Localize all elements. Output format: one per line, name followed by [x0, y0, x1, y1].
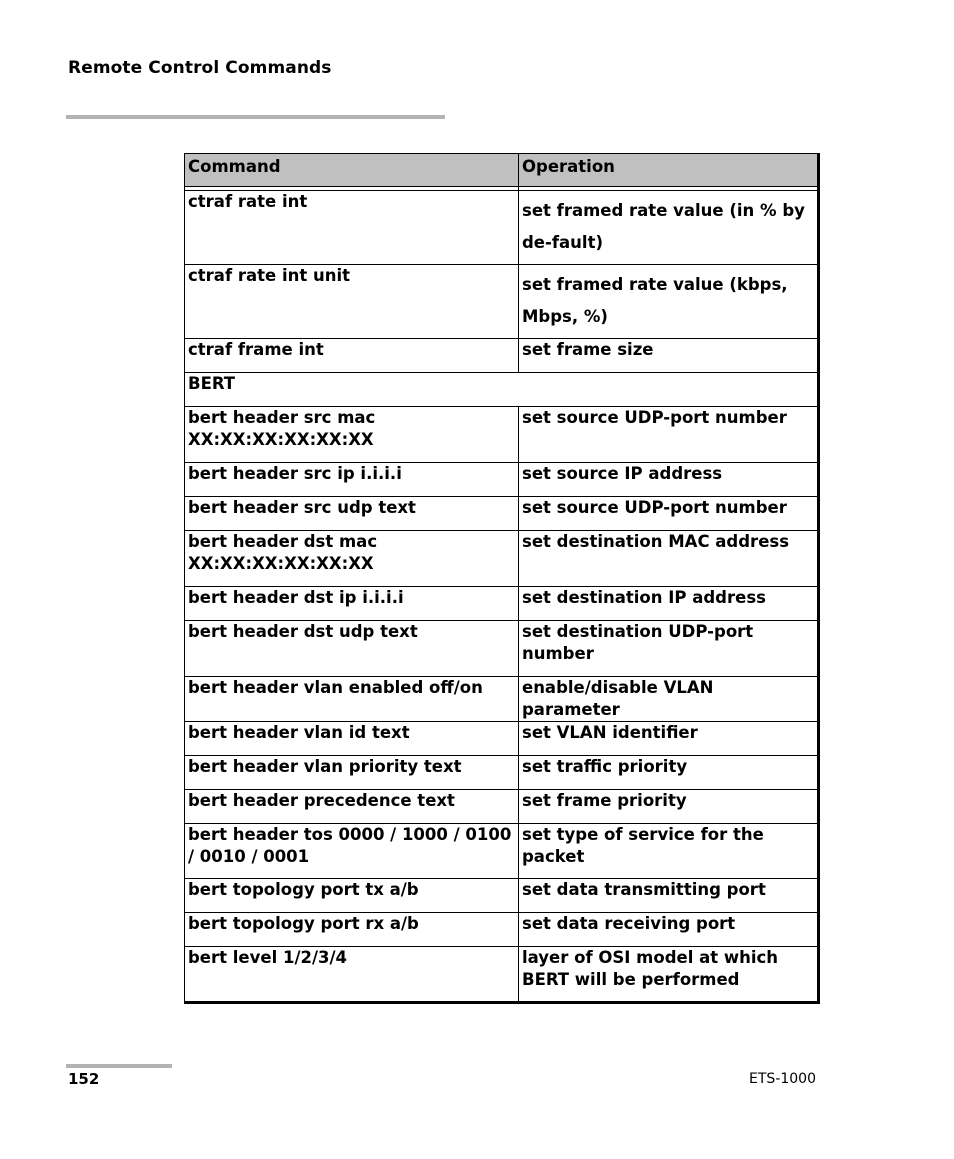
table-row: [185, 756, 819, 790]
command-cell: bert topology port tx a/b: [185, 879, 519, 913]
command-cell: bert header vlan id text: [185, 722, 519, 756]
table-row: [185, 722, 819, 756]
table-row: [185, 587, 819, 621]
commands-table: [184, 153, 820, 1004]
command-cell: bert topology port rx a/b: [185, 913, 519, 947]
operation-cell: set frame priority: [519, 790, 819, 824]
operation-cell: set data receiving port: [519, 913, 819, 947]
section-label: BERT: [185, 373, 819, 407]
operation-cell: set destination UDP-port number: [519, 621, 819, 677]
table-row: [185, 621, 819, 677]
operation-cell: set framed rate value (kbps, Mbps, %): [519, 265, 819, 339]
command-cell: bert header dst udp text: [185, 621, 519, 677]
header-divider: [66, 115, 445, 119]
operation-cell: enable/disable VLAN parameter: [519, 677, 819, 722]
page-number: 152: [68, 1070, 100, 1088]
operation-cell: set traffic priority: [519, 756, 819, 790]
table-row: [185, 463, 819, 497]
operation-cell: set source IP address: [519, 463, 819, 497]
command-cell: bert header src mac XX:XX:XX:XX:XX:XX: [185, 407, 519, 463]
operation-cell: set destination IP address: [519, 587, 819, 621]
operation-cell: set type of service for the packet: [519, 824, 819, 879]
column-header-command: Command: [185, 154, 519, 187]
table-row: [185, 191, 819, 265]
command-cell: bert header vlan priority text: [185, 756, 519, 790]
page-header-title: Remote Control Commands: [68, 58, 332, 78]
section-row: [185, 373, 819, 407]
table-row: [185, 407, 819, 463]
operation-cell: set data transmitting port: [519, 879, 819, 913]
command-cell: bert header tos 0000 / 1000 / 0100 / 0010 / 0001: [185, 824, 519, 879]
operation-cell: set framed rate value (in % by de-fault): [519, 191, 819, 265]
table-row: [185, 265, 819, 339]
operation-cell: set VLAN identifier: [519, 722, 819, 756]
operation-cell: set destination MAC address: [519, 531, 819, 587]
command-cell: ctraf rate int unit: [185, 265, 519, 339]
table-row: [185, 531, 819, 587]
command-cell: bert header precedence text: [185, 790, 519, 824]
table-row: [185, 677, 819, 722]
table-row: [185, 913, 819, 947]
table-row: [185, 879, 819, 913]
operation-cell: set source UDP-port number: [519, 497, 819, 531]
table-row: [185, 339, 819, 373]
command-cell: ctraf rate int: [185, 191, 519, 265]
command-cell: bert header src ip i.i.i.i: [185, 463, 519, 497]
table-row: [185, 824, 819, 879]
column-header-operation: Operation: [519, 154, 819, 187]
command-cell: bert level 1/2/3/4: [185, 947, 519, 1003]
table-header-row: [185, 154, 819, 187]
command-cell: bert header vlan enabled off/on: [185, 677, 519, 722]
document-id: ETS-1000: [749, 1071, 816, 1087]
command-cell: bert header src udp text: [185, 497, 519, 531]
operation-cell: layer of OSI model at which BERT will be performed: [519, 947, 819, 1003]
command-cell: bert header dst ip i.i.i.i: [185, 587, 519, 621]
table-row: [185, 790, 819, 824]
operation-cell: set frame size: [519, 339, 819, 373]
table-row: [185, 947, 819, 1003]
operation-cell: set source UDP-port number: [519, 407, 819, 463]
command-cell: bert header dst mac XX:XX:XX:XX:XX:XX: [185, 531, 519, 587]
footer-divider: [66, 1064, 172, 1068]
command-cell: ctraf frame int: [185, 339, 519, 373]
table-row: [185, 497, 819, 531]
